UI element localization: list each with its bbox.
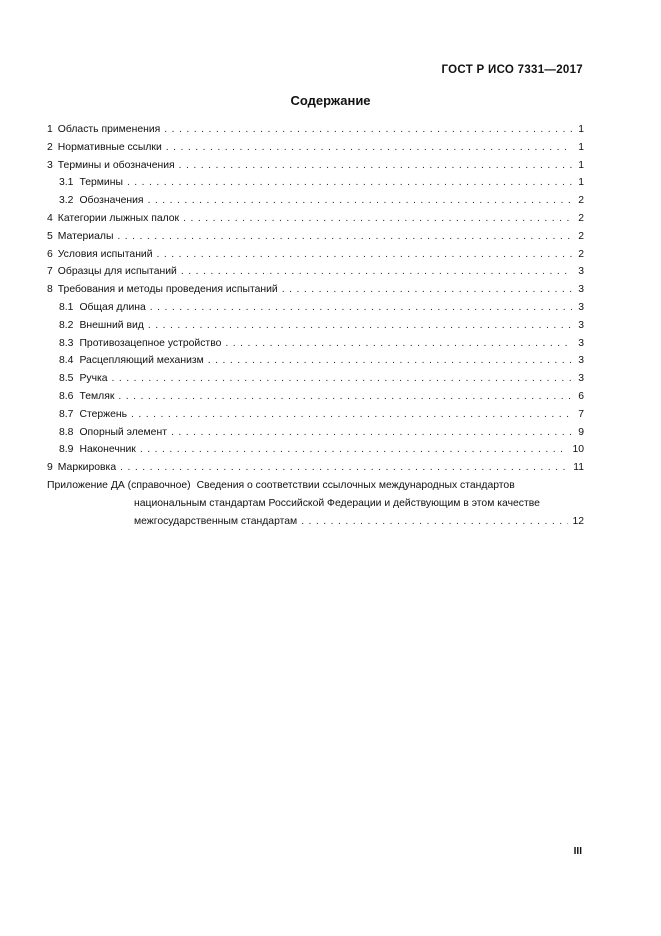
- toc-entry-page: 11: [573, 462, 584, 474]
- toc-entry-title: Требования и методы проведения испытаний: [57, 284, 278, 296]
- toc-entry[interactable]: [47, 302, 584, 320]
- page-number: III: [573, 846, 582, 857]
- toc-entry-title: Область применения: [57, 124, 161, 135]
- toc-entry-title: Внешний вид: [79, 319, 144, 331]
- toc-entry[interactable]: [47, 444, 584, 462]
- appendix-title-line2: национальным стандартам Российской Федерации и действующим в этом качестве: [134, 497, 540, 509]
- appendix-label: Приложение ДА (справочное): [47, 479, 191, 491]
- toc-entry-number: 1: [47, 124, 53, 135]
- toc-entry-number: 8.8: [59, 426, 74, 438]
- toc-entry-number: 6: [47, 248, 53, 260]
- dot-leader: [181, 266, 572, 277]
- toc-entry-number: 4: [47, 212, 53, 224]
- toc-entry-title: Противозацепное устройство: [79, 337, 222, 349]
- toc-entry[interactable]: [47, 249, 584, 267]
- toc-entry[interactable]: [47, 213, 584, 231]
- toc-entry-title: Термины и обозначения: [57, 159, 175, 171]
- dot-leader: [157, 249, 572, 260]
- toc-entry-number: 8.2: [59, 319, 74, 331]
- standard-code: ГОСТ Р ИСО 7331—2017: [441, 64, 583, 76]
- dot-leader: [171, 427, 572, 438]
- toc-entry-title: Стержень: [79, 408, 128, 420]
- toc-entry-page: 3: [578, 266, 584, 278]
- toc-entry-page: 3: [578, 319, 584, 331]
- toc-entry[interactable]: [47, 462, 584, 480]
- toc-entry-number: 8.1: [59, 301, 74, 313]
- toc-entry-number: 9: [47, 462, 53, 474]
- dot-leader: [164, 124, 572, 135]
- dot-leader: [225, 338, 572, 349]
- dot-leader: [131, 409, 572, 420]
- toc-entry-number: 8.9: [59, 444, 74, 456]
- toc-entry-title: Опорный элемент: [79, 426, 167, 438]
- toc-entry-page: 2: [578, 212, 584, 224]
- toc-entry-title: Наконечник: [79, 444, 136, 456]
- dot-leader: [179, 160, 572, 171]
- appendix-entry[interactable]: [47, 480, 584, 533]
- toc-entry-title: Общая длина: [79, 301, 146, 313]
- toc-entry-title: Материалы: [57, 230, 114, 242]
- toc-entry[interactable]: [47, 373, 584, 391]
- appendix-title-line1: Сведения о соответствии ссылочных международных стандартов: [196, 479, 515, 491]
- toc-entry-number: 8.7: [59, 408, 74, 420]
- toc-entry[interactable]: [47, 177, 584, 195]
- dot-leader: [117, 231, 572, 242]
- toc-entry[interactable]: [47, 355, 584, 373]
- toc-entry-number: 8.6: [59, 390, 74, 402]
- dot-leader: [112, 373, 572, 384]
- toc-entry[interactable]: [47, 338, 584, 356]
- toc-entry-page: 2: [578, 248, 584, 260]
- toc-entry-number: 3.2: [59, 195, 74, 207]
- toc-entry-title: Категории лыжных палок: [57, 212, 180, 224]
- toc-entry[interactable]: [47, 195, 584, 213]
- toc-entry-number: 8.5: [59, 373, 74, 385]
- toc-entry-page: 10: [572, 444, 584, 456]
- toc-entry-page: 9: [578, 426, 584, 438]
- toc-entry-page: 6: [578, 390, 584, 402]
- toc-entry[interactable]: [47, 124, 584, 142]
- toc-entry-number: 5: [47, 230, 53, 242]
- toc-entry-number: 3.1: [59, 177, 74, 189]
- toc-entry[interactable]: [47, 427, 584, 445]
- dot-leader: [282, 284, 572, 295]
- toc-entry-page: 1: [578, 159, 584, 171]
- toc-entry-title: Темляк: [79, 390, 115, 402]
- toc-entry-number: 3: [47, 159, 53, 171]
- toc-entry[interactable]: [47, 284, 584, 302]
- dot-leader: [140, 444, 569, 455]
- toc-entry-page: 3: [578, 355, 584, 367]
- toc-entry-number: 2: [47, 141, 53, 153]
- dot-leader: [301, 516, 568, 527]
- toc-entry-title: Маркировка: [57, 462, 117, 474]
- toc-entry-number: 7: [47, 266, 53, 278]
- dot-leader: [120, 462, 569, 473]
- dot-leader: [166, 142, 572, 153]
- toc-entry-page: 3: [578, 301, 584, 313]
- toc-entry-number: 8: [47, 284, 53, 296]
- toc-entry-title: Образцы для испытаний: [57, 266, 177, 278]
- toc-entry-title: Обозначения: [79, 195, 144, 207]
- toc-entry-page: 2: [578, 195, 584, 207]
- dot-leader: [148, 320, 572, 331]
- toc-entry-title: Нормативные ссылки: [57, 141, 162, 153]
- toc-entry[interactable]: [47, 409, 584, 427]
- toc-entry[interactable]: [47, 266, 584, 284]
- toc-entry[interactable]: [47, 142, 584, 160]
- toc-entry-page: 3: [578, 373, 584, 385]
- toc-entry-page: 1: [578, 177, 584, 189]
- toc-entry[interactable]: [47, 231, 584, 249]
- dot-leader: [183, 213, 572, 224]
- appendix-title-line3: межгосударственным стандартам: [134, 515, 298, 527]
- dot-leader: [208, 355, 572, 366]
- toc-entry-page: 1: [578, 124, 584, 135]
- page-title: Содержание: [290, 93, 371, 108]
- toc-entry-title: Термины: [79, 177, 123, 189]
- toc-entry-title: Расцепляющий механизм: [79, 355, 204, 367]
- table-of-contents: [47, 124, 584, 533]
- toc-entry-title: Условия испытаний: [57, 248, 153, 260]
- dot-leader: [148, 195, 572, 206]
- dot-leader: [150, 302, 572, 313]
- toc-entry-page: 1: [578, 141, 584, 153]
- appendix-page: 12: [572, 515, 584, 527]
- toc-entry[interactable]: [47, 320, 584, 338]
- toc-entry-page: 7: [578, 408, 584, 420]
- toc-entry[interactable]: [47, 391, 584, 409]
- toc-entry-page: 2: [578, 230, 584, 242]
- toc-entry-page: 3: [578, 337, 584, 349]
- toc-entry-title: Ручка: [79, 373, 108, 385]
- toc-entry[interactable]: [47, 160, 584, 178]
- dot-leader: [127, 177, 572, 188]
- toc-entry-number: 8.4: [59, 355, 74, 367]
- toc-entry-number: 8.3: [59, 337, 74, 349]
- toc-entry-page: 3: [578, 284, 584, 296]
- dot-leader: [118, 391, 572, 402]
